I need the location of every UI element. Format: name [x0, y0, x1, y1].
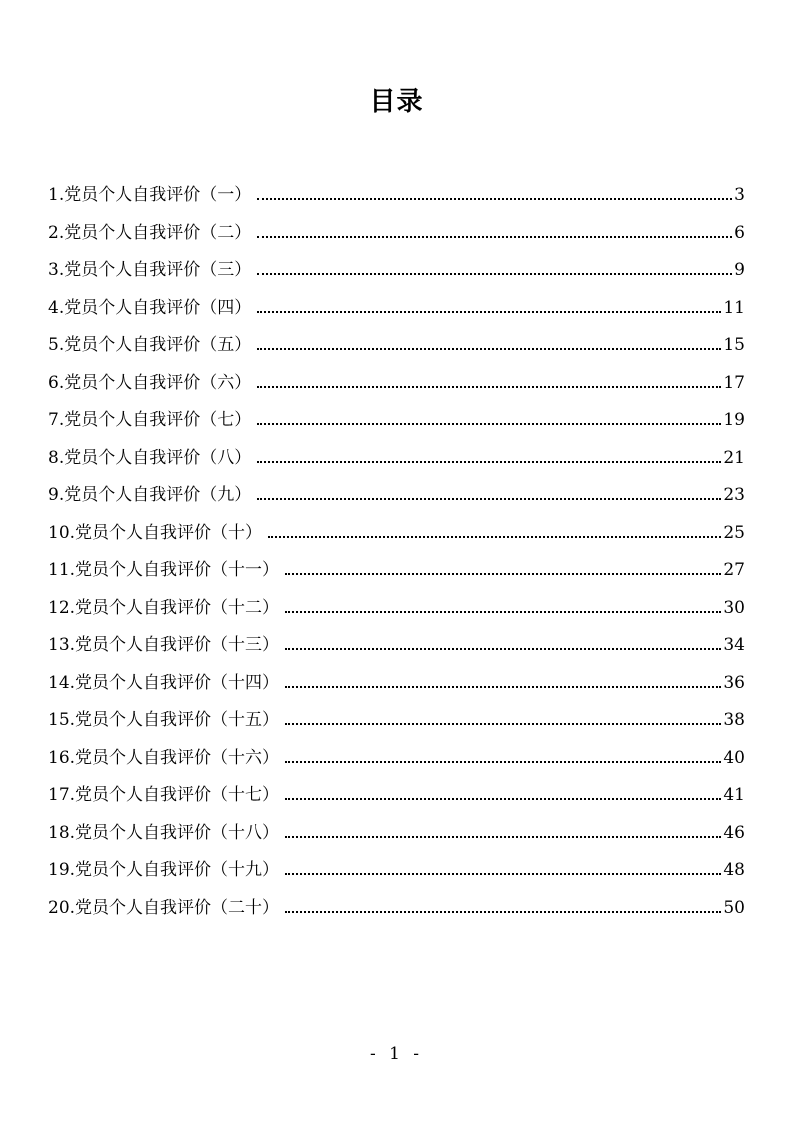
toc-entry-label: 4.党员个人自我评价（四） — [48, 297, 252, 318]
toc-entry-label: 1.党员个人自我评价（一） — [48, 185, 252, 205]
toc-dot-leader — [257, 498, 721, 500]
toc-dot-leader — [285, 648, 721, 650]
toc-entry[interactable] — [48, 215, 745, 253]
toc-entry[interactable] — [48, 327, 745, 365]
toc-entry[interactable] — [48, 777, 745, 815]
toc-entry-page-number: 25 — [723, 522, 745, 543]
toc-entry[interactable] — [48, 702, 745, 740]
toc-entry[interactable] — [48, 402, 745, 440]
toc-entry-label: 7.党员个人自我评价（七） — [48, 410, 252, 430]
toc-entry-page-number: 36 — [723, 672, 745, 693]
toc-dot-leader — [257, 273, 732, 275]
toc-entry[interactable] — [48, 515, 745, 553]
toc-dot-leader — [285, 573, 721, 575]
toc-entry-page-number: 3 — [734, 185, 745, 205]
toc-dot-leader — [285, 911, 721, 913]
toc-dot-leader — [285, 686, 721, 688]
toc-entry-page-number: 11 — [723, 297, 745, 318]
toc-dot-leader — [257, 348, 721, 350]
toc-entry[interactable] — [48, 815, 745, 853]
toc-dot-leader — [285, 873, 721, 875]
toc-entry-label: 2.党员个人自我评价（二） — [48, 222, 252, 243]
toc-entry[interactable] — [48, 852, 745, 890]
toc-entry-page-number: 23 — [723, 485, 745, 505]
toc-dot-leader — [257, 198, 732, 200]
toc-entry-page-number: 46 — [723, 822, 745, 843]
toc-entry[interactable] — [48, 740, 745, 778]
toc-dot-leader — [257, 386, 721, 388]
toc-entry[interactable] — [48, 440, 745, 478]
toc-entry-label: 14.党员个人自我评价（十四） — [48, 672, 280, 693]
toc-dot-leader — [257, 423, 721, 425]
toc-entry-page-number: 17 — [723, 372, 745, 393]
toc-entry-page-number: 34 — [723, 635, 745, 655]
toc-dot-leader — [285, 798, 721, 800]
toc-entry-page-number: 40 — [723, 747, 745, 768]
toc-entry-label: 6.党员个人自我评价（六） — [48, 372, 252, 393]
page-number: - 1 - — [369, 1044, 424, 1064]
toc-entry-label: 12.党员个人自我评价（十二） — [48, 597, 280, 618]
toc-entry-label: 15.党员个人自我评价（十五） — [48, 710, 280, 730]
toc-entry-label: 20.党员个人自我评价（二十） — [48, 897, 280, 918]
toc-entry-page-number: 30 — [723, 597, 745, 618]
toc-entry[interactable] — [48, 365, 745, 403]
toc-dot-leader — [285, 723, 721, 725]
toc-entry-label: 19.党员个人自我评价（十九） — [48, 860, 280, 880]
toc-dot-leader — [257, 236, 732, 238]
toc-dot-leader — [285, 761, 721, 763]
toc-entry-page-number: 19 — [723, 410, 745, 430]
toc-entry-label: 16.党员个人自我评价（十六） — [48, 747, 280, 768]
toc-entry-label: 5.党员个人自我评价（五） — [48, 335, 252, 355]
toc-dot-leader — [257, 461, 721, 463]
toc-entry[interactable] — [48, 252, 745, 290]
table-of-contents — [48, 177, 745, 927]
toc-dot-leader — [285, 836, 721, 838]
toc-entry-page-number: 27 — [723, 560, 745, 580]
toc-entry-label: 9.党员个人自我评价（九） — [48, 485, 252, 505]
page-title: 目录 — [369, 87, 424, 117]
toc-entry[interactable] — [48, 890, 745, 928]
toc-entry[interactable] — [48, 177, 745, 215]
toc-entry-page-number: 41 — [723, 785, 745, 805]
toc-entry-page-number: 15 — [723, 335, 745, 355]
toc-entry-page-number: 21 — [723, 447, 745, 468]
toc-entry-label: 3.党员个人自我评价（三） — [48, 260, 252, 280]
toc-entry-page-number: 50 — [723, 897, 745, 918]
toc-dot-leader — [268, 536, 721, 538]
toc-entry[interactable] — [48, 477, 745, 515]
toc-entry[interactable] — [48, 290, 745, 328]
toc-entry-page-number: 38 — [723, 710, 745, 730]
toc-entry-page-number: 6 — [734, 222, 745, 243]
toc-entry-label: 17.党员个人自我评价（十七） — [48, 785, 280, 805]
toc-entry-label: 18.党员个人自我评价（十八） — [48, 822, 280, 843]
toc-entry-label: 8.党员个人自我评价（八） — [48, 447, 252, 468]
toc-entry-label: 11.党员个人自我评价（十一） — [48, 560, 280, 580]
toc-entry-label: 10.党员个人自我评价（十） — [48, 522, 263, 543]
toc-dot-leader — [285, 611, 721, 613]
toc-entry[interactable] — [48, 627, 745, 665]
toc-entry-label: 13.党员个人自我评价（十三） — [48, 635, 280, 655]
toc-entry[interactable] — [48, 590, 745, 628]
toc-dot-leader — [257, 311, 721, 313]
toc-entry-page-number: 48 — [723, 860, 745, 880]
toc-entry-page-number: 9 — [734, 260, 745, 280]
toc-entry[interactable] — [48, 665, 745, 703]
toc-entry[interactable] — [48, 552, 745, 590]
